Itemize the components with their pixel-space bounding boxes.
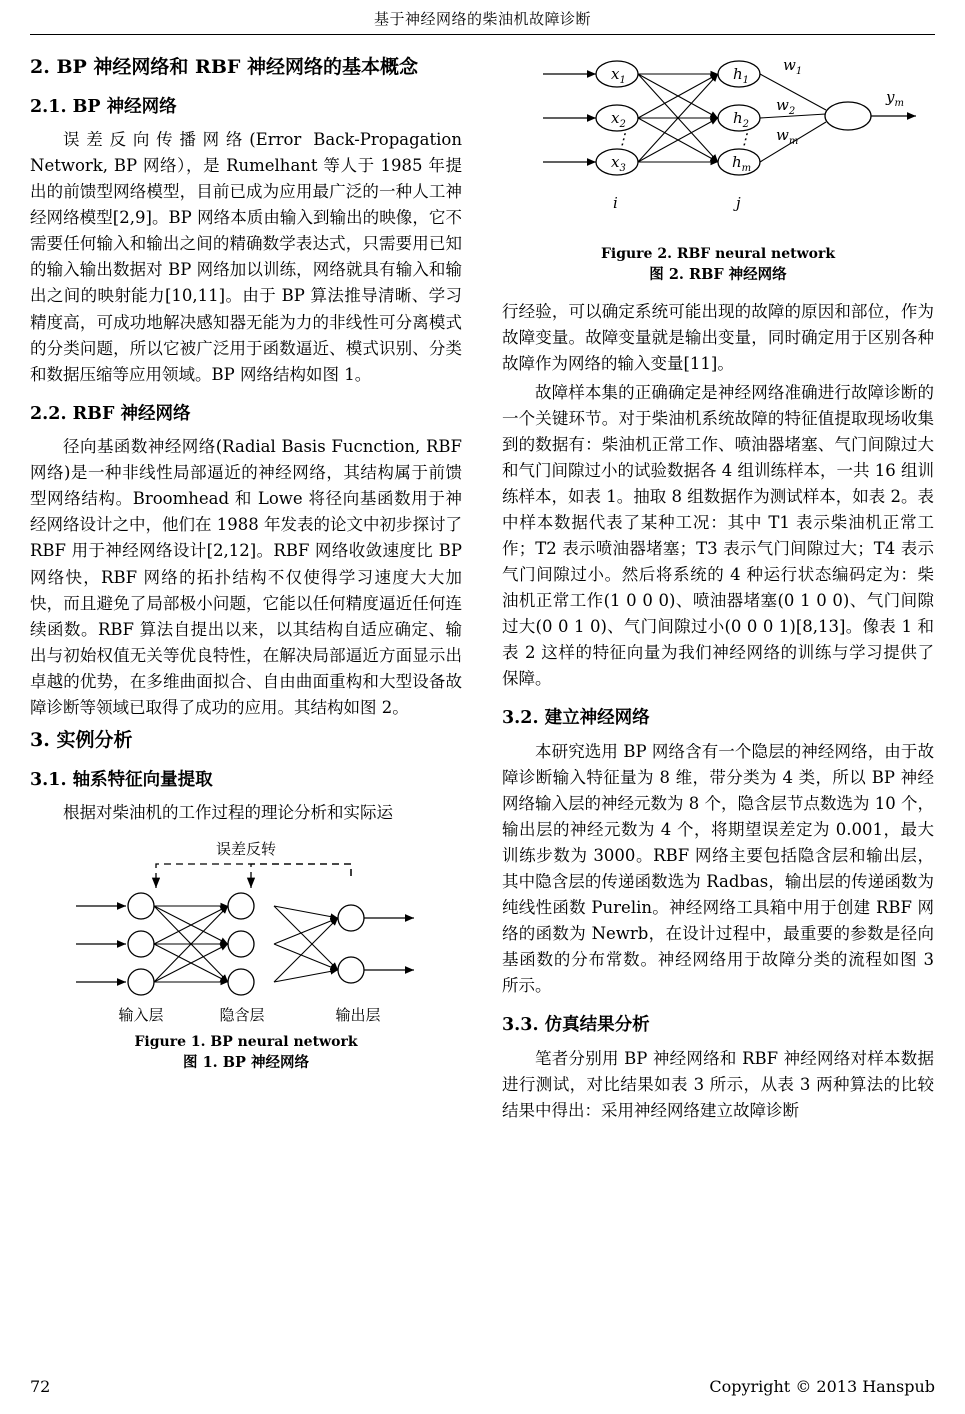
section-2-1-heading: 2.1. BP 神经网络: [30, 96, 177, 117]
figure-2-hidden-ellipsis: ⋮: [737, 130, 752, 148]
paragraph-fault-variables: 行经验，可以确定系统可能出现的故障的原因和部位，作为故障变量。故障变量就是输出变量，同时确定用于区别各种故障作为网络的输入变量[11]。: [502, 302, 934, 374]
paragraph-rbf-intro: 径向基函数神经网络(Radial Basis Fucnction, RBF 网络)是一种非线性局部逼近的神经网络，其结构属于前馈型网络结构。Broomhead 和 Lowe 将径向基函数用于神经网络设计之中，他们在 1988 年发表的论文中初步探讨了 RBF 用于神经网络设计[2,12]。RBF 网络收敛速度比 BP 网络快，RBF 网络的拓扑结构不仅使得学习速度大大加快，而且避免了局部极小问题，它能以任何精度逼近任何连续函数。RBF 算法自提出以来，以其结构自适应确定、输出与初始权值无关等优良特性，在解决局部逼近方面显示出卓越的优势，在多维曲面拟合、自由曲面重构和大型设备故障诊断等领域已取得了成功的应用。其结构如图 2。: [30, 437, 462, 717]
figure-2-node-x3: $x_3$: [611, 153, 626, 174]
paragraph-bp-intro: 误差反向传播网络(Error Back-Propagation Network, BP 网络），是 Rumelhant 等人于 1985 年提出的前馈型网络模型，目前已成为应用最广泛的一种人工神经网络模型[2,9]。BP 网络本质由输入到输出的映像，它不需要任何输入和输出之间的精确数学表达式，只需要用已知的输入输出数据对 BP 网络加以训练，网络就具有输入和输出之间的映射能力[10,11]。由于 BP 算法推导清晰、学习精度高，可成功地解决感知器无能为力的非线性可分离模式的分类问题，所以它被广泛用于函数逼近、模式识别、分类和数据压缩等应用领域。BP 网络结构如图 1。: [30, 130, 462, 384]
figure-2-input-ellipsis: ⋮: [615, 130, 630, 148]
figure-1-label-hidden-layer: 隐含层: [219, 1006, 265, 1025]
figure-2-caption-en: Figure 2. RBF neural network: [600, 246, 836, 262]
figure-2-node-h2: $h_2$: [733, 109, 750, 130]
figure-2-weight-wm: $w_m$: [776, 126, 799, 147]
paragraph-case-intro: 根据对柴油机的工作过程的理论分析和实际运: [63, 803, 393, 822]
section-3-1-heading: 3.1. 轴系特征向量提取: [30, 769, 213, 790]
paragraph-simulation-results: 笔者分别用 BP 神经网络和 RBF 神经网络对样本数据进行测试，对比结果如表 3 所示，从表 3 两种算法的比较结果中得出：采用神经网络建立故障诊断: [502, 1048, 934, 1120]
figure-2-layer-i: i: [613, 194, 618, 212]
figure-1-label-error-backprop: 误差反转: [215, 840, 277, 859]
figure-1-block: [30, 836, 462, 1073]
figure-2-node-h1: $h_1$: [733, 65, 750, 86]
figure-2-node-hm: $h_m$: [732, 153, 752, 174]
figure-2-weight-w2: $w_2$: [776, 96, 796, 117]
footer-copyright: Copyright © 2013 Hanspub: [709, 1377, 935, 1396]
section-2-heading: 2. BP 神经网络和 RBF 神经网络的基本概念: [30, 56, 418, 78]
figure-1-caption: [30, 1032, 462, 1073]
header-rule: [30, 34, 935, 35]
left-column: [30, 48, 462, 1081]
paragraph-build-network: 本研究选用 BP 网络含有一个隐层的神经网络，由于故障诊断输入特征量为 8 维，带分类为 4 类，所以 BP 神经网络输入层的神经元数为 8 个，隐含层节点数选为 10 个，输出层的神经元数为 4 个，将期望误差定为 0.001，最大训练步数为 3000。RBF 网络主要包括隐含层和输出层，其中隐含层的传递函数选为 Radbas，输出层的传递函数为纯线性函数 Purelin。神经网络工具箱中用于创建 RBF 网络的函数为 Newrb，在设计过程中，最重要的参数是径向基函数的分布常数。神经网络用于故障分类的流程如图 3 所示。: [502, 741, 934, 996]
running-header: 基于神经网络的柴油机故障诊断: [373, 10, 591, 28]
figure-2-rbf-network-diagram: [508, 48, 928, 238]
figure-1-caption-cn: 图 1. BP 神经网络: [183, 1054, 309, 1072]
section-3-3-heading: 3.3. 仿真结果分析: [502, 1015, 650, 1036]
section-3-2-heading: 3.2. 建立神经网络: [502, 708, 650, 729]
figure-2-block: [502, 48, 934, 285]
figure-2-node-x2: $x_2$: [611, 109, 626, 130]
figure-2-weight-w1: $w_1$: [783, 56, 803, 77]
figure-1-caption-en: Figure 1. BP neural network: [134, 1034, 358, 1051]
section-3-heading: 3. 实例分析: [30, 728, 133, 751]
paragraph-sample-set: 故障样本集的正确确定是神经网络准确进行故障诊断的一个关键环节。对于柴油机系统故障的特征值提取现场收集到的数据有：柴油机正常工作、喷油器堵塞、气门间隙过大和气门间隙过小的试验数据各 4 组训练样本，一共 16 组训练样本，如表 1。抽取 8 组数据作为测试样本，如表 2。表中样本数据代表了某种工况：其中 T1 表示柴油机正常工作；T2 表示喷油器堵塞；T3 表示气门间隙过大；T4 表示气门间隙过小。然后将系统的 4 种运行状态编码定为：柴油机正常工作(1 0 0 0)、喷油器堵塞(0 1 0 0)、气门间隙过大(0 0 1 0)、气门间隙过小(0 0 0 1)[8,13]。像表 1 和表 2 这样的特征向量为我们神经网络的训练与学习提供了保障。: [502, 382, 934, 689]
figure-1-label-input-layer: 输入层: [118, 1006, 164, 1025]
figure-2-layer-j: j: [736, 194, 741, 212]
figure-1-bp-network-diagram: [46, 836, 446, 1026]
figure-2-caption-cn: 图 2. RBF 神经网络: [649, 266, 787, 284]
figure-2-output-ym: $y_m$: [886, 88, 904, 109]
footer-page-number: 72: [30, 1377, 51, 1396]
figure-1-label-output-layer: 输出层: [335, 1006, 381, 1025]
right-column: [502, 48, 934, 1126]
section-2-2-heading: 2.2. RBF 神经网络: [30, 403, 191, 424]
figure-2-node-x1: $x_1$: [611, 65, 626, 86]
figure-2-caption: [502, 244, 934, 285]
